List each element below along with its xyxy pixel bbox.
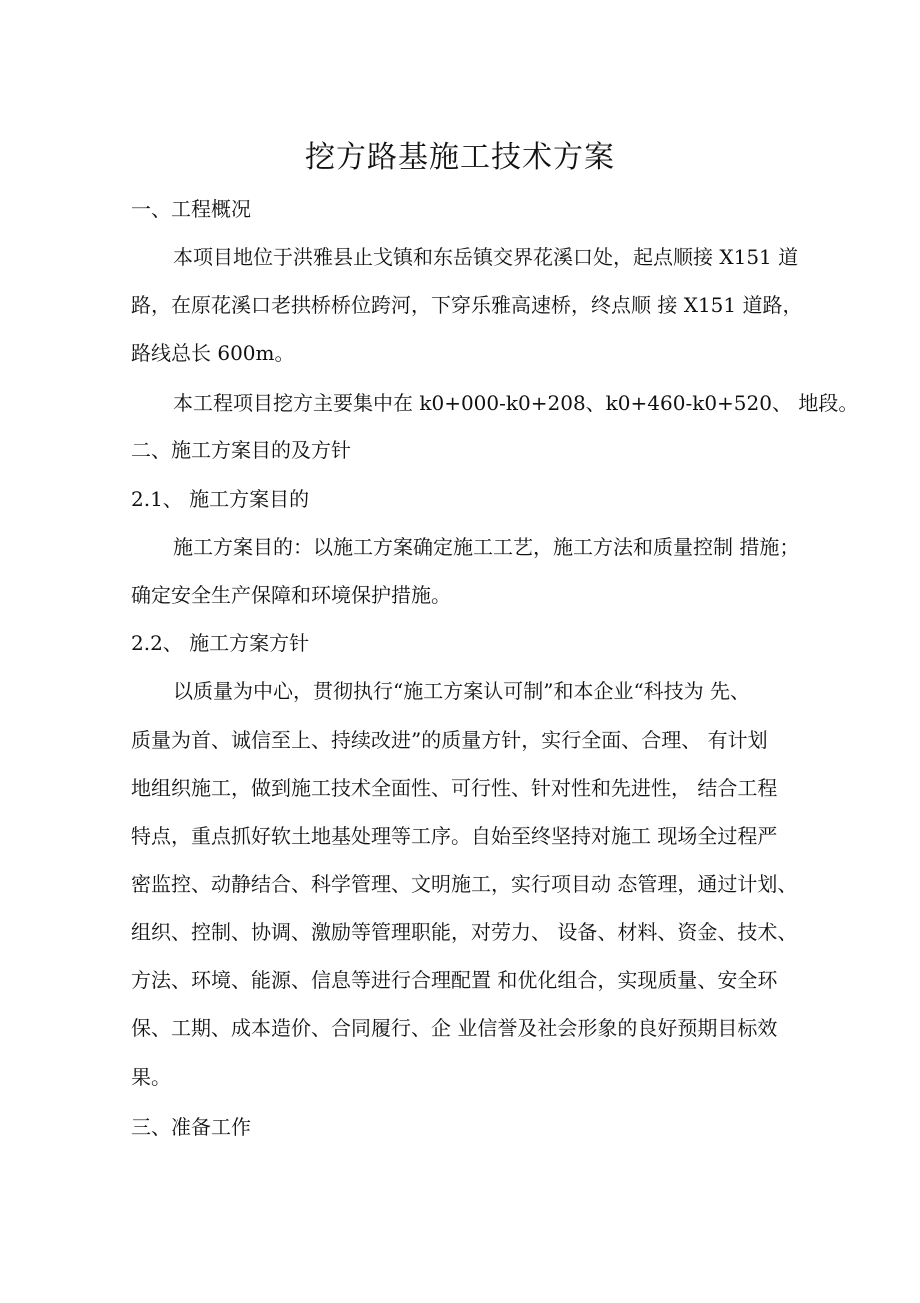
paragraph-line: 本工程项目挖方主要集中在 k0+000-k0+208、k0+460-k0+520、 地段。	[173, 391, 859, 415]
paragraph-line: 果。	[131, 1065, 171, 1089]
paragraph-line: 路，在原花溪口老拱桥桥位跨河，下穿乐雅高速桥，终点顺 接 X151 道路，	[131, 293, 803, 317]
paragraph-line: 组织、控制、协调、激励等管理职能，对劳力、 设备、材料、资金、技术、	[131, 920, 798, 944]
paragraph-line: 确定安全生产保障和环境保护措施。	[131, 583, 451, 607]
document-title: 挖方路基施工技术方案	[305, 140, 615, 175]
paragraph-line: 方法、环境、能源、信息等进行合理配置 和优化组合，实现质量、安全环	[131, 968, 778, 992]
section-heading-3: 三、准备工作	[131, 1115, 251, 1139]
paragraph-line: 施工方案目的：以施工方案确定施工工艺，施工方法和质量控制 措施；	[173, 535, 800, 559]
paragraph-line: 路线总长 600m。	[131, 341, 295, 365]
subsection-heading-2-1: 2.1、 施工方案目的	[131, 487, 310, 511]
paragraph-line: 地组织施工，做到施工技术全面性、可行性、针对性和先进性， 结合工程	[131, 776, 778, 800]
paragraph-line: 质量为首、诚信至上、持续改进”的质量方针，实行全面、合理、 有计划	[131, 728, 768, 752]
section-heading-2: 二、施工方案目的及方针	[131, 438, 351, 462]
subsection-heading-2-2: 2.2、 施工方案方针	[131, 631, 310, 655]
paragraph-line: 保、工期、成本造价、合同履行、企 业信誉及社会形象的良好预期目标效	[131, 1016, 778, 1040]
paragraph-line: 本项目地位于洪雅县止戈镇和东岳镇交界花溪口处，起点顺接 X151 道	[173, 245, 799, 269]
paragraph-line: 特点，重点抓好软土地基处理等工序。自始至终坚持对施工 现场全过程严	[131, 824, 778, 848]
section-heading-1: 一、工程概况	[131, 197, 251, 221]
paragraph-line: 密监控、动静结合、科学管理、文明施工，实行项目动 态管理，通过计划、	[131, 872, 798, 896]
paragraph-line: 以质量为中心，贯彻执行“施工方案认可制”和本企业“科技为 先、	[173, 679, 751, 703]
